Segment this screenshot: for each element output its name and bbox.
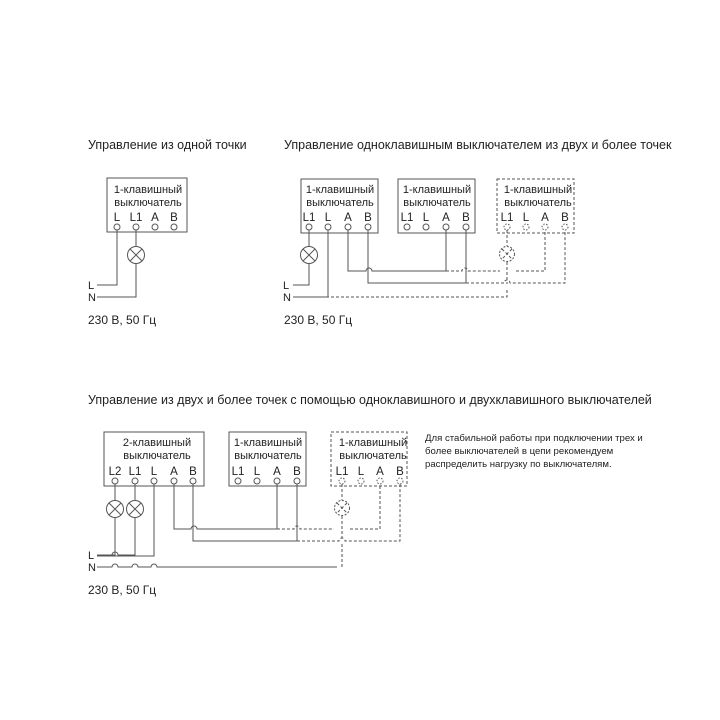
terminal (562, 224, 568, 230)
switch-name-label: выключатель (234, 450, 302, 462)
terminal (345, 224, 351, 230)
lamp-icon (301, 247, 318, 264)
terminal-label: L2 (108, 466, 122, 478)
switch-type-label: 1-клавишный (402, 184, 472, 196)
terminal-label: L (522, 212, 530, 224)
wires (97, 484, 400, 567)
terminal (306, 224, 312, 230)
switch-1key (301, 179, 378, 233)
line-label-N: N (283, 292, 291, 304)
terminal-label: L1 (335, 466, 349, 478)
terminal-label: L (324, 212, 332, 224)
diagram1-title: Управление из одной точки (88, 138, 247, 152)
terminal-label: A (151, 212, 159, 224)
terminal-label: A (376, 466, 384, 478)
terminal (463, 224, 469, 230)
switch-name-label: выключатель (114, 197, 182, 209)
terminal (133, 224, 139, 230)
switch-1key (398, 179, 475, 233)
lamp-icon (128, 247, 145, 264)
terminal-label: B (170, 212, 178, 224)
switch-name-label: выключатель (123, 450, 191, 462)
switch-type-label: 1-клавишный (233, 437, 303, 449)
lamp-icon (107, 501, 124, 518)
diagram2-title: Управление одноклавишным выключателем из двух и более точек (284, 138, 672, 152)
terminal (358, 478, 364, 484)
terminal-label: L (357, 466, 365, 478)
switch-type-label: 1-клавишный (113, 184, 183, 196)
terminal (325, 224, 331, 230)
terminal-label: L1 (400, 212, 414, 224)
wires (97, 230, 136, 297)
terminal-label: B (364, 212, 372, 224)
switch-1key-optional (497, 179, 574, 233)
switch-2key (104, 432, 204, 486)
terminal (152, 224, 158, 230)
line-label-L: L (88, 550, 95, 562)
switch-type-label: 1-клавишный (305, 184, 375, 196)
terminal (171, 224, 177, 230)
terminal-label: A (170, 466, 178, 478)
switch-name-label: выключатель (403, 197, 471, 209)
terminal-label: L1 (500, 212, 514, 224)
terminal (132, 478, 138, 484)
terminal-label: L1 (129, 212, 143, 224)
terminal (504, 224, 510, 230)
terminal (365, 224, 371, 230)
terminal (294, 478, 300, 484)
terminal (542, 224, 548, 230)
terminal-label: A (273, 466, 281, 478)
switch-type-label: 1-клавишный (503, 184, 573, 196)
terminal (254, 478, 260, 484)
terminal (443, 224, 449, 230)
optional-lamp-icon (335, 501, 350, 516)
terminal (274, 478, 280, 484)
line-label-N: N (88, 562, 96, 574)
terminal-label: B (462, 212, 470, 224)
terminal-label: L (253, 466, 261, 478)
terminal (523, 224, 529, 230)
terminal-label: A (541, 212, 549, 224)
switch-1key (107, 178, 187, 232)
terminal (171, 478, 177, 484)
terminal (151, 478, 157, 484)
switch-name-label: выключатель (306, 197, 374, 209)
switch-name-label: выключатель (339, 450, 407, 462)
switch-1key-optional (331, 432, 407, 486)
diagram-single-key-multi-point (283, 138, 672, 327)
wires (293, 230, 565, 297)
line-label-L: L (88, 280, 95, 292)
terminal (423, 224, 429, 230)
terminal-label: A (442, 212, 450, 224)
terminal-label: B (396, 466, 404, 478)
terminal-label: B (189, 466, 197, 478)
terminal-label: L (422, 212, 430, 224)
terminal (377, 478, 383, 484)
diagram-single-point (88, 138, 247, 327)
supply-label: 230 В, 50 Гц (284, 313, 353, 327)
terminal-label: L1 (231, 466, 245, 478)
switch-type-label: 2-клавишный (122, 437, 192, 449)
terminal (114, 224, 120, 230)
terminal-label: B (293, 466, 301, 478)
diagram3-title: Управление из двух и более точек с помощью одноклавишного и двухклавишного выключателей (88, 393, 652, 407)
switch-type-label: 1-клавишный (338, 437, 408, 449)
terminal-label: L1 (128, 466, 142, 478)
terminal (190, 478, 196, 484)
terminal-label: B (561, 212, 569, 224)
supply-label: 230 В, 50 Гц (88, 313, 157, 327)
switch-1key (229, 432, 306, 486)
line-label-N: N (88, 292, 96, 304)
terminal (235, 478, 241, 484)
optional-lamp-icon (500, 247, 515, 262)
diagram-single-and-double-key (88, 393, 652, 597)
load-distribution-note: Для стабильной работы при подключении трех и более выключателей в цепи рекомендуем распределить нагрузку по выключателям. (425, 433, 643, 470)
switch-name-label: выключатель (504, 197, 572, 209)
terminal (397, 478, 403, 484)
terminal (339, 478, 345, 484)
terminal-label: L (113, 212, 121, 224)
lamp-icon (127, 501, 144, 518)
line-label-L: L (283, 280, 290, 292)
terminal (112, 478, 118, 484)
supply-label: 230 В, 50 Гц (88, 583, 157, 597)
terminal-label: L (150, 466, 158, 478)
terminal-label: A (344, 212, 352, 224)
terminal (404, 224, 410, 230)
terminal-label: L1 (302, 212, 316, 224)
